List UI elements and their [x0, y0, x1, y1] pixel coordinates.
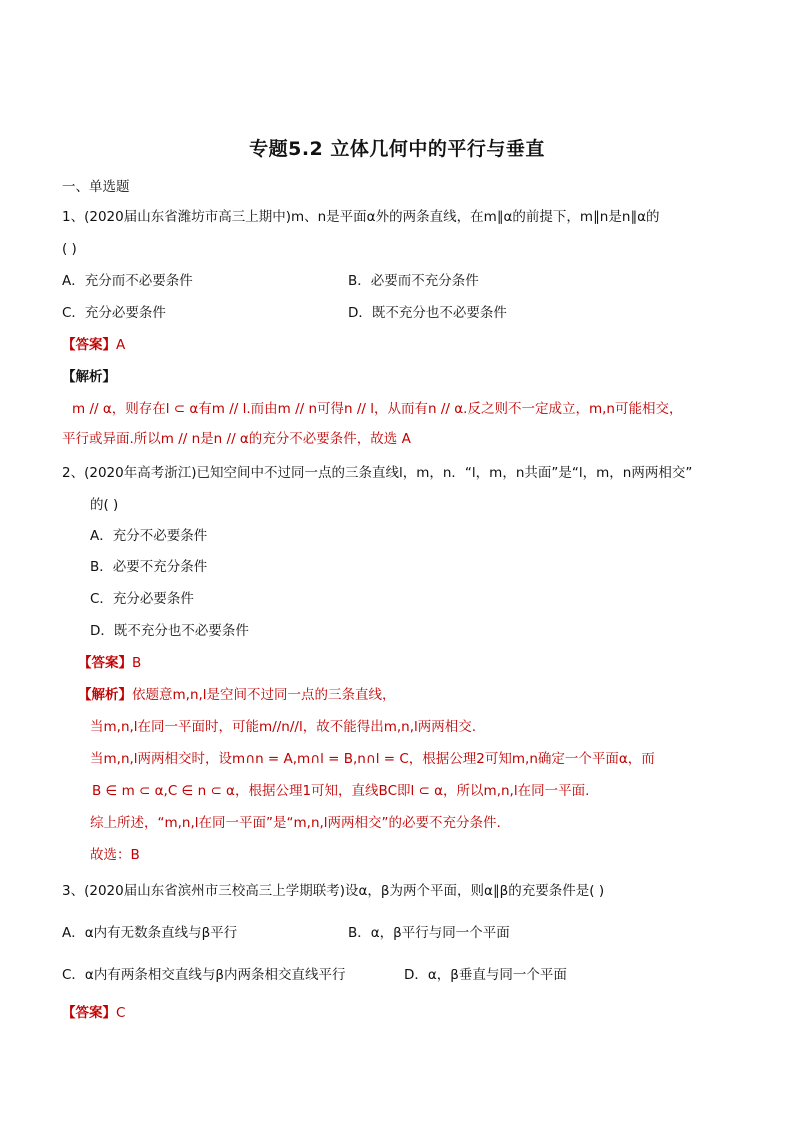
answer-label: 【答案】	[78, 655, 132, 671]
answer-value: B	[132, 655, 142, 671]
question-1-analysis-line-1: m // α，则存在l ⊂ α有m // l.而由m // n可得n // l，从而有n // α.反之则不一定成立，m,n可能相交，	[72, 401, 683, 417]
question-2-answer	[78, 654, 141, 672]
answer-label: 【答案】	[62, 1005, 116, 1021]
question-2-analysis-line-3: 当m,n,l两两相交时，设m∩n = A,m∩l = B,n∩l = C，根据公理2可知m,n确定一个平面α，而	[90, 751, 655, 767]
question-2-option-c: C．充分必要条件	[90, 591, 194, 607]
question-3-stem: 3、(2020届山东省滨州市三校高三上学期联考)设α，β为两个平面，则α∥β的充要条件是( )	[62, 883, 605, 899]
question-1-analysis-label: 【解析】	[62, 369, 116, 385]
question-1-stem: 1、(2020届山东省潍坊市高三上期中)m、n是平面α外的两条直线，在m∥α的前提下，m∥n是n∥α的	[62, 209, 660, 225]
question-2-option-d: D．既不充分也不必要条件	[90, 623, 249, 639]
question-2-stem-cont: 的( )	[90, 497, 119, 513]
answer-value: A	[116, 337, 126, 353]
section-heading: 一、单选题	[62, 179, 130, 195]
analysis-text: 依题意m,n,l是空间不过同一点的三条直线，	[132, 687, 396, 703]
question-2-option-a: A．充分不必要条件	[90, 528, 208, 544]
answer-label: 【答案】	[62, 337, 116, 353]
question-1-analysis-line-2: 平行或异面.所以m // n是n // α的充分不必要条件，故选 A	[62, 431, 411, 447]
question-3-answer	[62, 1004, 125, 1022]
question-2-analysis-line-5: 综上所述，“m,n,l在同一平面”是“m,n,l两两相交”的必要不充分条件.	[90, 815, 501, 831]
question-3-option-b: B．α，β平行与同一个平面	[348, 925, 510, 941]
analysis-label: 【解析】	[78, 687, 132, 703]
question-1-option-a: A．充分而不必要条件	[62, 273, 193, 289]
question-2-analysis-line-6: 故选：B	[90, 847, 140, 863]
question-1-option-c: C．充分必要条件	[62, 305, 166, 321]
question-2-stem: 2、(2020年高考浙江)已知空间中不过同一点的三条直线l，m，n．“l，m，n共面”是“l，m，n两两相交”	[62, 465, 693, 481]
question-3-option-c: C．α内有两条相交直线与β内两条相交直线平行	[62, 967, 346, 983]
question-1-option-d: D．既不充分也不必要条件	[348, 305, 507, 321]
question-2-option-b: B．必要不充分条件	[90, 559, 208, 575]
question-1-answer	[62, 336, 125, 354]
question-2-analysis-line-2: 当m,n,l在同一平面时，可能m//n//l，故不能得出m,n,l两两相交.	[90, 719, 477, 735]
question-3-option-a: A．α内有无数条直线与β平行	[62, 925, 238, 941]
page-title: 专题5.2 立体几何中的平行与垂直	[249, 138, 545, 160]
question-3-option-d: D．α，β垂直与同一个平面	[404, 967, 567, 983]
question-2-analysis-line-1	[78, 686, 396, 704]
question-1-paren: ( )	[62, 241, 77, 257]
question-1-option-b: B．必要而不充分条件	[348, 273, 479, 289]
answer-value: C	[116, 1005, 126, 1021]
question-2-analysis-line-4: B ∈ m ⊂ α,C ∈ n ⊂ α，根据公理1可知，直线BC即l ⊂ α，所以m,n,l在同一平面.	[92, 783, 590, 799]
